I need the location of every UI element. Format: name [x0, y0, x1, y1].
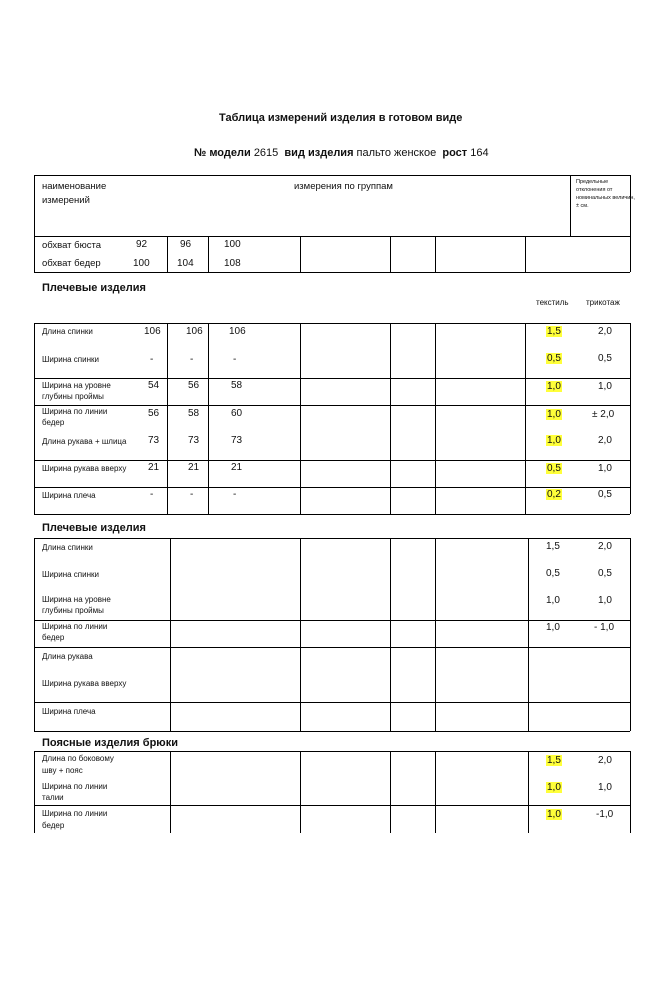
row-label: Ширина спинки [42, 355, 99, 364]
textile-tolerance: 1,5 [547, 755, 561, 766]
section1-title: Плечевые изделия [42, 282, 146, 294]
model-kind-label: вид изделия [284, 147, 354, 159]
knit-tolerance: 2,0 [598, 755, 612, 766]
row-value: - [233, 489, 237, 500]
row-label: Ширина спинки [42, 570, 99, 579]
knit-tolerance: - 1,0 [594, 622, 615, 633]
textile-tolerance: 0,5 [547, 353, 561, 364]
row-label: Ширина плеча [42, 491, 96, 500]
knit-tolerance: 0,5 [598, 489, 612, 500]
row-value: 58 [188, 408, 200, 419]
knit-tolerance: ± 2,0 [592, 409, 615, 420]
textile-tolerance: 1,0 [547, 435, 561, 446]
row-value: 73 [148, 435, 160, 446]
header-name-line1: наименование [42, 181, 107, 192]
textile-tolerance: 1,0 [547, 809, 561, 820]
textile-tolerance: 1,0 [547, 381, 561, 392]
section3-title: Поясные изделия брюки [42, 737, 178, 749]
textile-tolerance: 1,0 [547, 782, 561, 793]
knit-tolerance: 1,0 [598, 381, 612, 392]
knit-tolerance: 2,0 [598, 541, 612, 552]
size-value: 92 [136, 239, 148, 250]
row-value: 21 [231, 462, 243, 473]
row-label-cont: глубины проймы [42, 392, 104, 401]
row-label-cont: глубины проймы [42, 606, 104, 615]
row-label-cont: шву + пояс [42, 766, 83, 775]
row-value: - [190, 489, 194, 500]
textile-tolerance: 1,0 [547, 409, 561, 420]
size-name: обхват бедер [42, 258, 101, 269]
textile-tolerance: 1,5 [547, 326, 561, 337]
textile-tolerance: 1,0 [546, 595, 560, 606]
textile-tolerance: 0,5 [547, 463, 561, 474]
header-deviation: Предельные отклонения от номинальных величин, ± см. [576, 179, 635, 209]
row-value: 21 [188, 462, 200, 473]
textile-tolerance: 1,0 [546, 622, 560, 633]
row-value: 106 [144, 326, 161, 337]
model-line [194, 147, 489, 159]
row-label: Ширина по линии [42, 622, 108, 631]
row-label-cont: бедер [42, 418, 65, 427]
knit-tolerance: -1,0 [596, 809, 614, 820]
knit-tolerance: 0,5 [598, 568, 612, 579]
row-value: 73 [188, 435, 200, 446]
row-label: Ширина на уровне [42, 595, 111, 604]
size-value: 108 [224, 258, 241, 269]
knit-tolerance: 1,0 [598, 463, 612, 474]
row-label: Длина рукава + шлица [42, 437, 127, 446]
model-no-label: № модели [194, 147, 251, 159]
knit-tolerance: 2,0 [598, 435, 612, 446]
header-name-line2: измерений [42, 195, 90, 206]
document-title: Таблица измерений изделия в готовом виде [219, 112, 463, 124]
knit-tolerance: 1,0 [598, 595, 612, 606]
row-label: Длина спинки [42, 327, 93, 336]
model-kind: пальто женское [356, 147, 437, 159]
row-value: - [190, 354, 194, 365]
row-label: Ширина на уровне [42, 381, 111, 390]
size-name: обхват бюста [42, 240, 102, 251]
header-groups: измерения по группам [294, 181, 393, 192]
row-value: 56 [188, 380, 200, 391]
textile-tolerance: 0,5 [546, 568, 560, 579]
section2-title: Плечевые изделия [42, 522, 146, 534]
row-label: Ширина по линии [42, 809, 108, 818]
model-no: 2615 [253, 147, 279, 159]
row-label: Ширина рукава вверху [42, 679, 127, 688]
row-label: Ширина рукава вверху [42, 464, 127, 473]
row-value: - [233, 354, 237, 365]
row-value: - [150, 354, 154, 365]
model-height-label: рост [442, 147, 468, 159]
row-value: 56 [148, 408, 160, 419]
row-value: - [150, 489, 154, 500]
row-label-cont: бедер [42, 633, 65, 642]
size-value: 100 [224, 239, 241, 250]
row-value: 60 [231, 408, 243, 419]
row-label: Длина по боковому [42, 754, 114, 763]
model-height: 164 [470, 147, 489, 159]
knit-tolerance: 2,0 [598, 326, 612, 337]
row-value: 58 [231, 380, 243, 391]
row-label-cont: бедер [42, 821, 65, 830]
row-value: 54 [148, 380, 160, 391]
knit-tolerance: 1,0 [598, 782, 612, 793]
row-label: Ширина по линии [42, 782, 108, 791]
col-knit-label: трикотаж [586, 298, 620, 307]
size-value: 96 [180, 239, 192, 250]
row-label: Ширина плеча [42, 707, 96, 716]
textile-tolerance: 0,2 [547, 489, 561, 500]
row-label: Длина спинки [42, 543, 93, 552]
row-label: Длина рукава [42, 652, 93, 661]
row-label: Ширина по линии [42, 407, 108, 416]
knit-tolerance: 0,5 [598, 353, 612, 364]
row-value: 73 [231, 435, 243, 446]
row-value: 21 [148, 462, 160, 473]
row-value: 106 [229, 326, 246, 337]
size-value: 104 [177, 258, 194, 269]
textile-tolerance: 1,5 [546, 541, 560, 552]
col-textile-label: текстиль [536, 298, 569, 307]
row-value: 106 [186, 326, 203, 337]
row-label-cont: талии [42, 793, 64, 802]
size-value: 100 [133, 258, 150, 269]
